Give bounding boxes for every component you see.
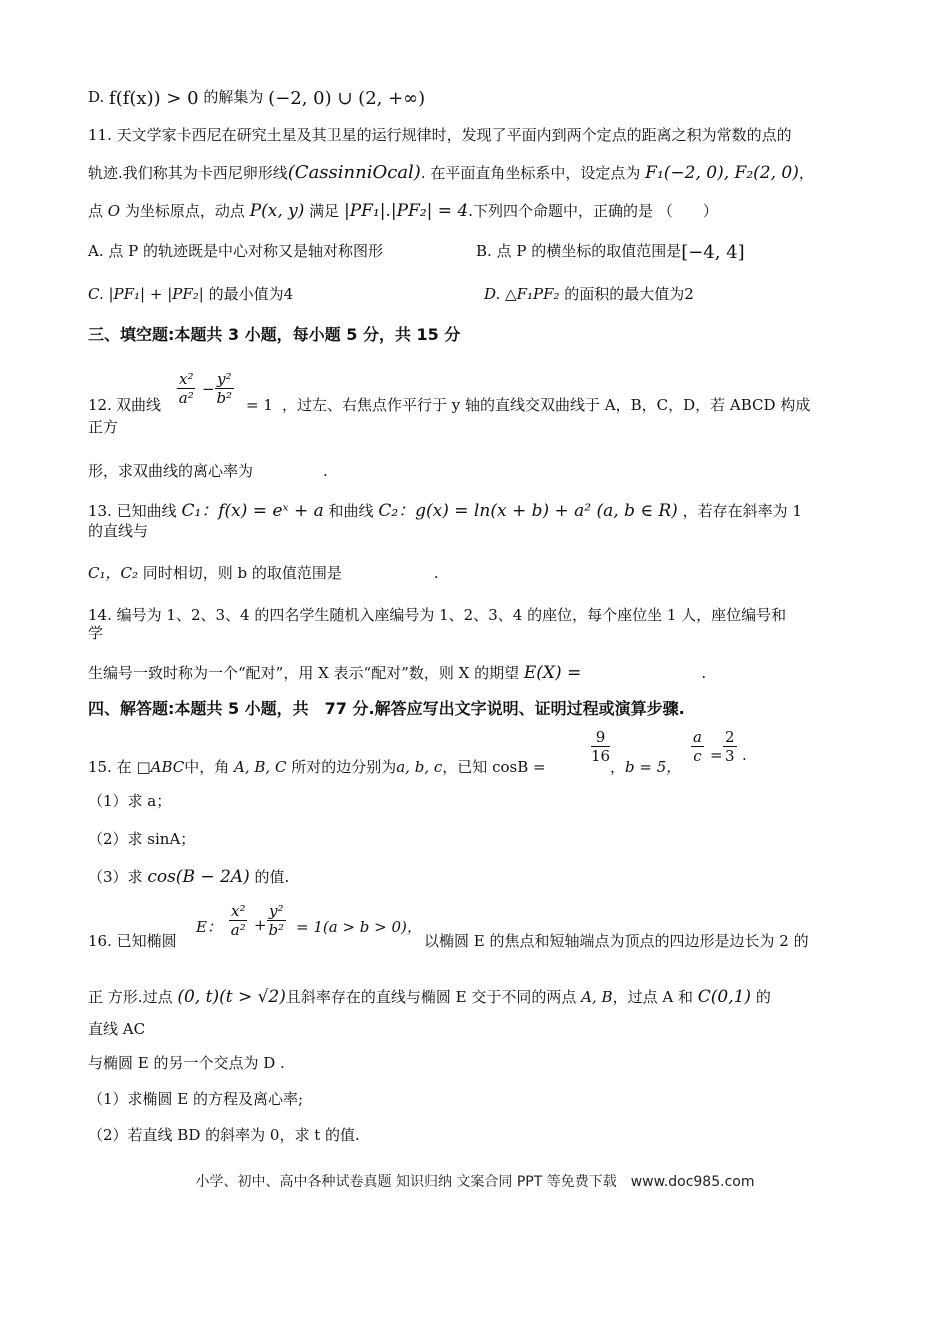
section-heading-4: 四、解答题:本题共 5 小题，共 77 分.解答应写出文字说明、证明过程或演算步骤.	[88, 699, 685, 718]
question-text: 的值.	[254, 868, 290, 886]
math-expr: O	[107, 202, 121, 220]
option-label: D.	[88, 88, 105, 106]
option-a: A. 点 P 的轨迹既是中心对称又是轴对称图形	[88, 242, 383, 260]
denominator: b²	[216, 389, 233, 407]
math-expr: D. △F₁PF₂	[484, 285, 560, 303]
q13-line1	[88, 500, 890, 522]
math-expr: |PF₁|.|PF₂| = 4	[343, 201, 469, 221]
operator: −	[202, 380, 215, 398]
numerator: x²	[231, 902, 246, 920]
option-b	[476, 240, 745, 263]
math-expr: (CassinniOcal)	[287, 162, 421, 183]
question-text: 点	[88, 202, 104, 220]
section-heading-3: 三、填空题:本题共 3 小题，每小题 5 分，共 15 分	[88, 325, 461, 344]
math-expr: □ABC	[136, 758, 185, 776]
fraction	[691, 728, 704, 765]
question-text: 双曲线	[116, 396, 162, 414]
footer-link[interactable]: 小学、初中、高中各种试卷真题 知识归纳 文案合同 PPT 等免费下载 www.doc985.com	[195, 1174, 755, 1190]
math-expr: C₂：g(x) = ln(x + b) + a² (a, b ∈ R)	[378, 501, 678, 521]
fraction	[215, 370, 234, 407]
question-text: 以椭圆 E 的焦点和短轴端点为顶点的四边形是边长为 2 的	[424, 932, 809, 950]
fraction	[177, 370, 195, 407]
q15-line1	[88, 728, 890, 782]
q14-line2: 学	[88, 624, 104, 642]
question-text: 为坐标原点，动点	[124, 202, 245, 220]
q15-part1: （1）求 a；	[88, 792, 172, 810]
math-expr: C₁，C₂	[88, 564, 138, 582]
numerator: y²	[217, 370, 232, 388]
math-expr: = 1(a > b > 0)，	[296, 918, 422, 936]
denominator: b²	[268, 921, 285, 939]
q12-line3	[88, 460, 890, 482]
q12-line2: 正方	[88, 418, 119, 436]
q11-line1	[88, 124, 890, 146]
question-number: 14.	[88, 606, 112, 624]
math-expr: = 1	[246, 396, 273, 414]
question-text: （3）求	[88, 868, 143, 886]
fraction	[267, 902, 286, 939]
math-expr: a, b, c	[396, 758, 443, 776]
q16-line4: 与椭圆 E 的另一个交点为 D .	[88, 1054, 285, 1072]
q13-line2: 的直线与	[88, 522, 149, 540]
fraction	[229, 902, 247, 939]
question-text: .	[323, 462, 328, 480]
math-expr: A, B	[581, 988, 613, 1006]
question-text: 和曲线	[328, 502, 374, 520]
math-expr: C(0,1)	[697, 987, 752, 1007]
fraction	[723, 728, 737, 765]
math-expr: [−4, 4]	[681, 242, 745, 263]
q16-line1	[88, 902, 890, 952]
question-number: 12.	[88, 396, 112, 414]
numerator: 9	[591, 728, 610, 747]
math-expr: E：	[196, 918, 222, 936]
question-text: 的	[755, 988, 771, 1006]
math-expr: E(X) =	[523, 663, 582, 683]
q16-line2	[88, 986, 890, 1008]
question-text: 所对的边分别为	[291, 758, 397, 776]
denominator: 3	[725, 747, 735, 765]
question-text: 满足	[309, 202, 340, 220]
denominator: a²	[230, 921, 246, 939]
question-text: 生编号一致时称为一个“配对”，用 X 表示“配对”数，则 X 的期望	[88, 664, 520, 682]
denominator: c	[693, 747, 702, 765]
option-text: 的面积的最大值为2	[564, 285, 694, 303]
numerator: 2	[725, 728, 735, 746]
math-expr: b = 5，	[625, 758, 682, 776]
q11-line3	[88, 200, 890, 222]
q11-line2	[88, 162, 890, 184]
q16-part2: （2）若直线 BD 的斜率为 0，求 t 的值.	[88, 1126, 360, 1144]
question-text: .	[742, 746, 747, 764]
option-d-line	[88, 86, 890, 109]
question-text: ，过点 A 和	[612, 988, 693, 1006]
math-expr: cosB =	[492, 758, 546, 776]
question-text: 且斜率存在的直线与椭圆 E 交于不同的两点	[285, 988, 577, 1006]
question-text: 正	[88, 988, 104, 1006]
math-set: (−2, 0) ∪ (2, +∞)	[268, 88, 426, 109]
question-text: .	[433, 564, 439, 582]
q11-options-cd	[88, 283, 890, 305]
q16-line3: 直线 AC	[88, 1020, 146, 1038]
answer-paren: （ ）	[657, 202, 718, 220]
question-text: 中，角	[184, 758, 230, 776]
question-text: ，	[798, 164, 814, 182]
question-number: 11.	[88, 126, 112, 144]
question-text: 形，求双曲线的离心率为	[88, 462, 254, 480]
math-expr: f(f(x)) > 0	[109, 88, 199, 109]
question-text: . 在平面直角坐标系中，设定点为	[420, 164, 641, 182]
q11-options-ab	[88, 240, 890, 262]
numerator: x²	[179, 370, 194, 388]
question-text: 编号为 1、2、3、4 的四名学生随机入座编号为 1、2、3、4 的座位，每个座位坐 1 人，座位编号和	[116, 606, 787, 624]
question-text: .	[701, 664, 707, 682]
question-text: ，过左、右焦点作平行于 y 轴的直线交双曲线于 A，B，C，D，若 ABCD 构成	[282, 396, 811, 414]
question-text: 同时相切，则 b 的取值范围是	[142, 564, 342, 582]
fraction	[591, 728, 610, 765]
q16-text	[88, 930, 177, 952]
question-text: 已知曲线	[116, 502, 177, 520]
math-expr: (0, t)(t > √2)	[177, 987, 286, 1007]
option-d	[484, 283, 694, 305]
option-text: B. 点 P 的横坐标的取值范围是	[476, 242, 682, 260]
question-number: 15.	[88, 758, 112, 776]
numerator: y²	[269, 902, 284, 920]
question-text: 轨迹.我们称其为卡西尼卵形线	[88, 164, 288, 182]
math-expr: A, B, C	[234, 758, 287, 776]
q15-text	[88, 756, 546, 778]
numerator: a	[693, 728, 702, 746]
q14-line3	[88, 662, 890, 684]
option-c: C. |PF₁| + |PF₂|	[88, 285, 204, 303]
question-text: 在	[116, 758, 132, 776]
q16-part1: （1）求椭圆 E 的方程及离心率;	[88, 1090, 304, 1108]
option-text: 的最小值为4	[208, 285, 294, 303]
question-text: ，已知	[442, 758, 488, 776]
operator: =	[710, 746, 723, 764]
operator: +	[254, 916, 267, 934]
q13-line3	[88, 562, 890, 584]
question-number: 16.	[88, 932, 112, 950]
question-text: 方形.过点	[107, 988, 173, 1006]
q15-text2	[610, 756, 681, 778]
math-expr: C₁：f(x) = eˣ + a	[181, 501, 324, 521]
question-text: 已知椭圆	[116, 932, 177, 950]
q15-part2: （2）求 sinA；	[88, 830, 196, 848]
question-text: ，	[610, 758, 626, 776]
question-text: ，若存在斜率为 1	[682, 502, 802, 520]
math-expr: P(x, y)	[249, 201, 305, 221]
option-text: 的解集为	[203, 88, 264, 106]
question-text: .下列四个命题中，正确的是	[468, 202, 654, 220]
q15-part3	[88, 866, 890, 888]
math-expr: cos(B − 2A)	[147, 867, 250, 887]
question-text: 天文学家卡西尼在研究土星及其卫星的运行规律时，发现了平面内到两个定点的距离之积为常数的点的	[116, 126, 792, 144]
question-number: 13.	[88, 502, 112, 520]
math-expr: F₁(−2, 0), F₂(2, 0)	[645, 163, 799, 183]
denominator: a²	[178, 389, 194, 407]
denominator: 16	[591, 747, 611, 765]
